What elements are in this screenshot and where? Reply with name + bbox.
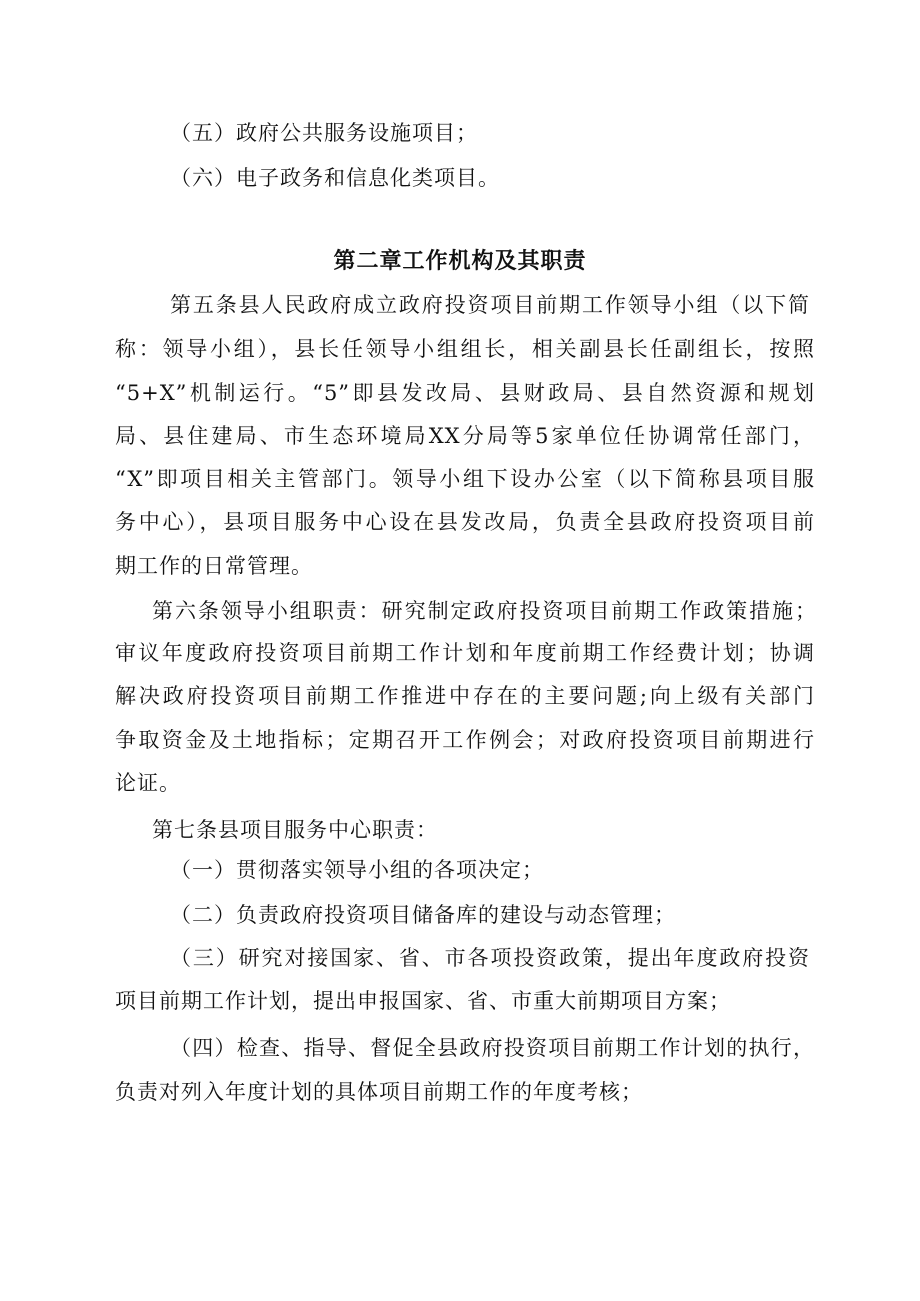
article6-line: 论证。	[115, 771, 181, 795]
chapter-title: 第二章工作机构及其职责	[333, 249, 587, 274]
article7-item: （二）负责政府投资项目储备库的建设与动态管理；	[170, 903, 676, 927]
article6-line: 解决政府投资项目前期工作推进中存在的主要问题;向上级有关部门	[115, 684, 815, 708]
article6-line: 审议年度政府投资项目前期工作计划和年度前期工作经费计划；协调	[115, 641, 815, 665]
article5-line: “5+X”机制运行。“5”即县发改局、县财政局、县自然资源和规划	[115, 381, 815, 405]
article5-line: 第五条县人民政府成立政府投资项目前期工作领导小组（以下简	[170, 293, 810, 317]
article5-line: 期工作的日常管理。	[115, 554, 313, 578]
article7-item: （一）贯彻落实领导小组的各项决定；	[170, 858, 544, 882]
article7-item-continued: 负责对列入年度计划的具体项目前期工作的年度考核；	[115, 1080, 643, 1104]
article7-item: （四）检查、指导、督促全县政府投资项目前期工作计划的执行，	[170, 1036, 815, 1060]
article6-line: 争取资金及土地指标；定期召开工作例会；对政府投资项目前期进行	[115, 728, 815, 752]
list-item-6: （六）电子政务和信息化类项目。	[170, 166, 500, 190]
article7-title: 第七条县项目服务中心职责：	[152, 818, 438, 842]
article5-line: 称：领导小组），县长任领导小组组长，相关副县长任副组长，按照	[115, 337, 815, 361]
article5-line: 局、县住建局、市生态环境局XX分局等5家单位任协调常任部门，	[115, 424, 815, 448]
article7-item: （三）研究对接国家、省、市各项投资政策，提出年度政府投资	[170, 946, 810, 970]
article5-line: 务中心），县项目服务中心设在县发改局，负责全县政府投资项目前	[115, 510, 815, 534]
article7-item-continued: 项目前期工作计划，提出申报国家、省、市重大前期项目方案；	[115, 989, 731, 1013]
article5-line: “X”即项目相关主管部门。领导小组下设办公室（以下简称县项目服	[115, 467, 815, 491]
list-item-5: （五）政府公共服务设施项目；	[170, 121, 478, 145]
article6-line: 第六条领导小组职责：研究制定政府投资项目前期工作政策措施；	[152, 599, 817, 623]
